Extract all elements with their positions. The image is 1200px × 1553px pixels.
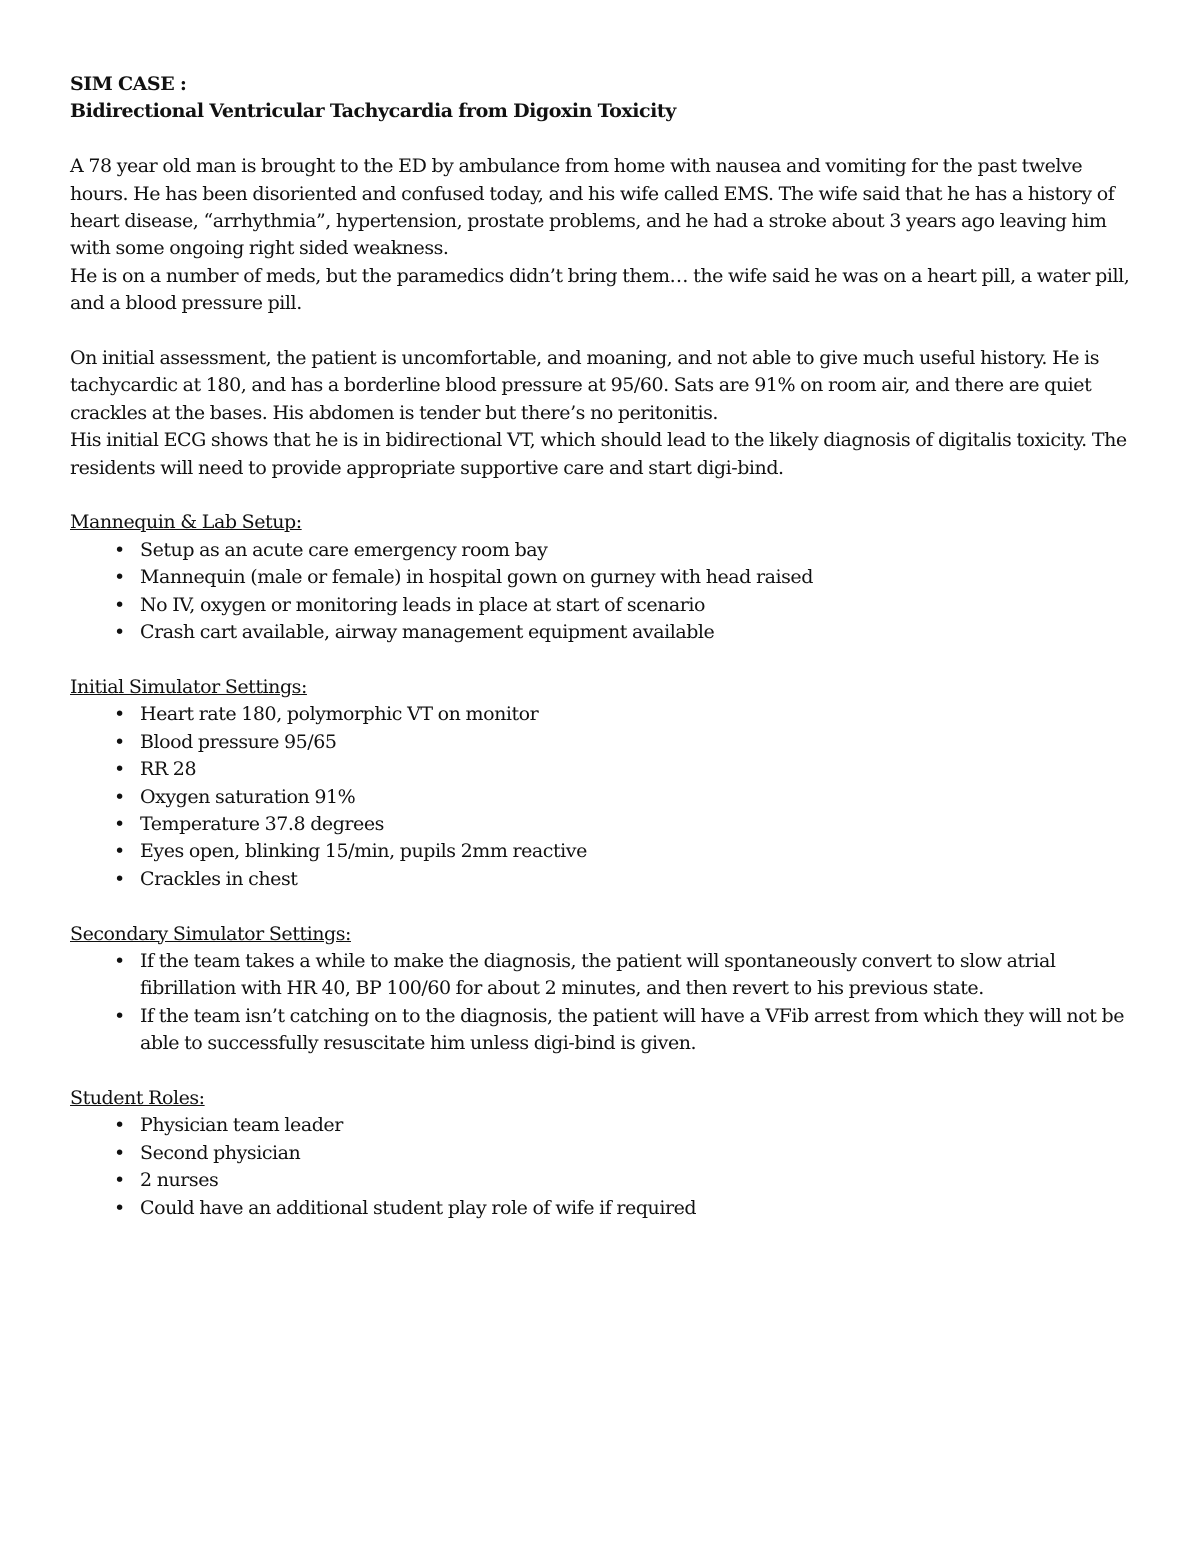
list-item: • Oxygen saturation 91% <box>70 784 1132 811</box>
secondary-settings-list <box>70 948 1132 1058</box>
bullet-icon: • <box>114 538 125 561</box>
bullet-icon: • <box>114 1141 125 1164</box>
list-item: • Temperature 37.8 degrees <box>70 811 1132 838</box>
bullet-icon: • <box>114 593 125 616</box>
spacer <box>70 318 1132 345</box>
sim-case-label: SIM CASE : <box>70 73 187 95</box>
bullet-icon: • <box>114 1114 125 1137</box>
list-item: • If the team takes a while to make the diagnosis, the patient will spontaneously convert to slow atrial fibrillation with HR 40, BP 100/60 for about 2 minutes, and then revert to his previous state. <box>114 949 1056 1000</box>
bullet-icon: • <box>114 730 125 753</box>
list-item: • RR 28 <box>70 756 1132 783</box>
initial-settings-list <box>70 701 1132 893</box>
list-item: • No IV, oxygen or monitoring leads in place at start of scenario <box>70 592 1132 619</box>
bullet-icon: • <box>114 949 125 972</box>
bullet-icon: • <box>114 840 125 863</box>
secondary-settings-heading: Secondary Simulator Settings: <box>70 922 351 945</box>
list-item: • Setup as an acute care emergency room bay <box>70 537 1132 564</box>
spacer <box>70 126 1132 153</box>
student-roles-list <box>70 1112 1132 1222</box>
ecg-paragraph: His initial ECG shows that he is in bidirectional VT, which should lead to the likely diagnosis of digitalis toxicity. The residents will need to provide appropriate supportive care and start digi-bind. <box>70 429 1127 479</box>
intro-paragraph: A 78 year old man is brought to the ED by ambulance from home with nausea and vomiting for the past twelve hours. He has been disoriented and confused today, and his wife called EMS. The wife said that he has a history of heart disease, “arrhythmia”, hypertension, prostate problems, and he had a stroke about 3 years ago leaving him with some ongoing right sided weakness. <box>70 155 1115 260</box>
list-item: • Mannequin (male or female) in hospital gown on gurney with head raised <box>70 564 1132 591</box>
bullet-icon: • <box>114 1169 125 1192</box>
case-title: Bidirectional Ventricular Tachycardia from Digoxin Toxicity <box>70 100 676 123</box>
list-item: • 2 nurses <box>70 1167 1132 1194</box>
initial-settings-heading: Initial Simulator Settings: <box>70 675 307 698</box>
spacer <box>70 646 1132 673</box>
setup-list <box>70 537 1132 647</box>
list-item: • Heart rate 180, polymorphic VT on monitor <box>70 701 1132 728</box>
spacer <box>70 893 1132 920</box>
bullet-icon: • <box>114 812 125 835</box>
bullet-icon: • <box>114 621 125 644</box>
bullet-icon: • <box>114 758 125 781</box>
bullet-icon: • <box>114 1004 125 1027</box>
list-item: • Second physician <box>70 1140 1132 1167</box>
list-item: • Could have an additional student play role of wife if required <box>70 1195 1132 1222</box>
bullet-icon: • <box>114 1196 125 1219</box>
medications-paragraph: He is on a number of meds, but the paramedics didn’t bring them… the wife said he was on a heart pill, a water pill, and a blood pressure pill. <box>70 264 1130 315</box>
list-item: • Blood pressure 95/65 <box>70 729 1132 756</box>
bullet-icon: • <box>114 566 125 589</box>
list-item: • If the team isn’t catching on to the diagnosis, the patient will have a VFib arrest from which they will not be able to successfully resuscitate him unless digi-bind is given. <box>114 1004 1124 1055</box>
bullet-icon: • <box>114 785 125 808</box>
list-item: • Eyes open, blinking 15/min, pupils 2mm reactive <box>70 838 1132 865</box>
spacer <box>70 1058 1132 1085</box>
spacer <box>70 482 1132 509</box>
list-item: • Crash cart available, airway management equipment available <box>70 619 1132 646</box>
setup-heading: Mannequin & Lab Setup: <box>70 511 302 534</box>
list-item: • Crackles in chest <box>70 866 1132 893</box>
bullet-icon: • <box>114 867 125 890</box>
bullet-icon: • <box>114 703 125 726</box>
document-page <box>70 71 1132 1222</box>
assessment-paragraph: On initial assessment, the patient is uncomfortable, and moaning, and not able to give much useful history. He is tachycardic at 180, and has a borderline blood pressure at 95/60. Sats are 91% on room air, and there are quiet crackles at the bases. His abdomen is tender but there’s no peritonitis. <box>70 347 1100 424</box>
student-roles-heading: Student Roles: <box>70 1086 205 1109</box>
list-item: • Physician team leader <box>70 1112 1132 1139</box>
